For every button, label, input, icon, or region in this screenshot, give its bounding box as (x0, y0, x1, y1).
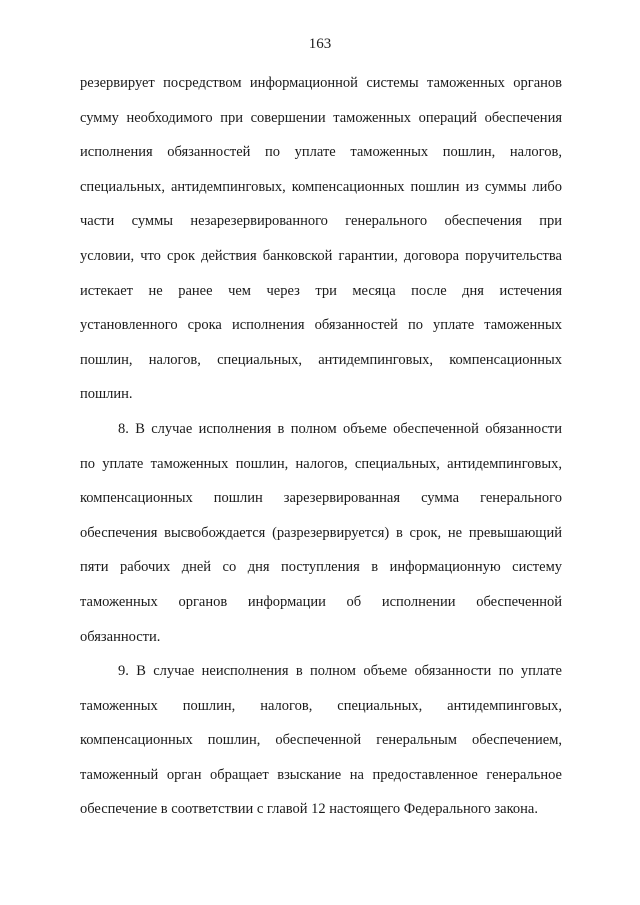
paragraph (80, 66, 562, 412)
text-line: обязанности. (80, 628, 161, 645)
document-body (80, 66, 562, 827)
text-line: обеспечения высвобождается (разрезервируется) в срок, не превышающий (80, 524, 562, 541)
text-line: таможенных пошлин, налогов, специальных, антидемпинговых, (80, 697, 562, 714)
text-line: таможенный орган обращает взыскание на предоставленное генеральное (80, 766, 562, 783)
text-line: условии, что срок действия банковской гарантии, договора поручительства (80, 247, 562, 264)
text-line: специальных, антидемпинговых, компенсационных пошлин из суммы либо (80, 178, 562, 195)
text-line: компенсационных пошлин, обеспеченной генеральным обеспечением, (80, 732, 562, 749)
text-line: части суммы незарезервированного генерального обеспечения при (80, 213, 562, 230)
text-line: пошлин. (80, 386, 133, 403)
text-line: обеспечение в соответствии с главой 12 настоящего Федерального закона. (80, 801, 538, 818)
text-line: истекает не ранее чем через три месяца после дня истечения (80, 282, 562, 299)
page-number: 163 (308, 36, 332, 52)
text-line: исполнения обязанностей по уплате таможенных пошлин, налогов, (80, 144, 562, 161)
paragraph (80, 412, 562, 654)
text-line: установленного срока исполнения обязанностей по уплате таможенных (80, 317, 562, 334)
text-line: 9. В случае неисполнения в полном объеме обязанности по уплате (118, 663, 562, 680)
paragraph (80, 654, 562, 827)
text-line: пяти рабочих дней со дня поступления в информационную систему (80, 559, 562, 576)
text-line: по уплате таможенных пошлин, налогов, специальных, антидемпинговых, (80, 455, 562, 472)
text-line: сумму необходимого при совершении таможенных операций обеспечения (80, 109, 562, 126)
text-line: резервирует посредством информационной системы таможенных органов (80, 75, 562, 91)
text-line: 8. В случае исполнения в полном объеме обеспеченной обязанности (118, 420, 562, 437)
text-line: пошлин, налогов, специальных, антидемпинговых, компенсационных (80, 351, 562, 368)
text-line: компенсационных пошлин зарезервированная сумма генерального (80, 490, 562, 507)
text-line: таможенных органов информации об исполнении обеспеченной (80, 593, 562, 610)
